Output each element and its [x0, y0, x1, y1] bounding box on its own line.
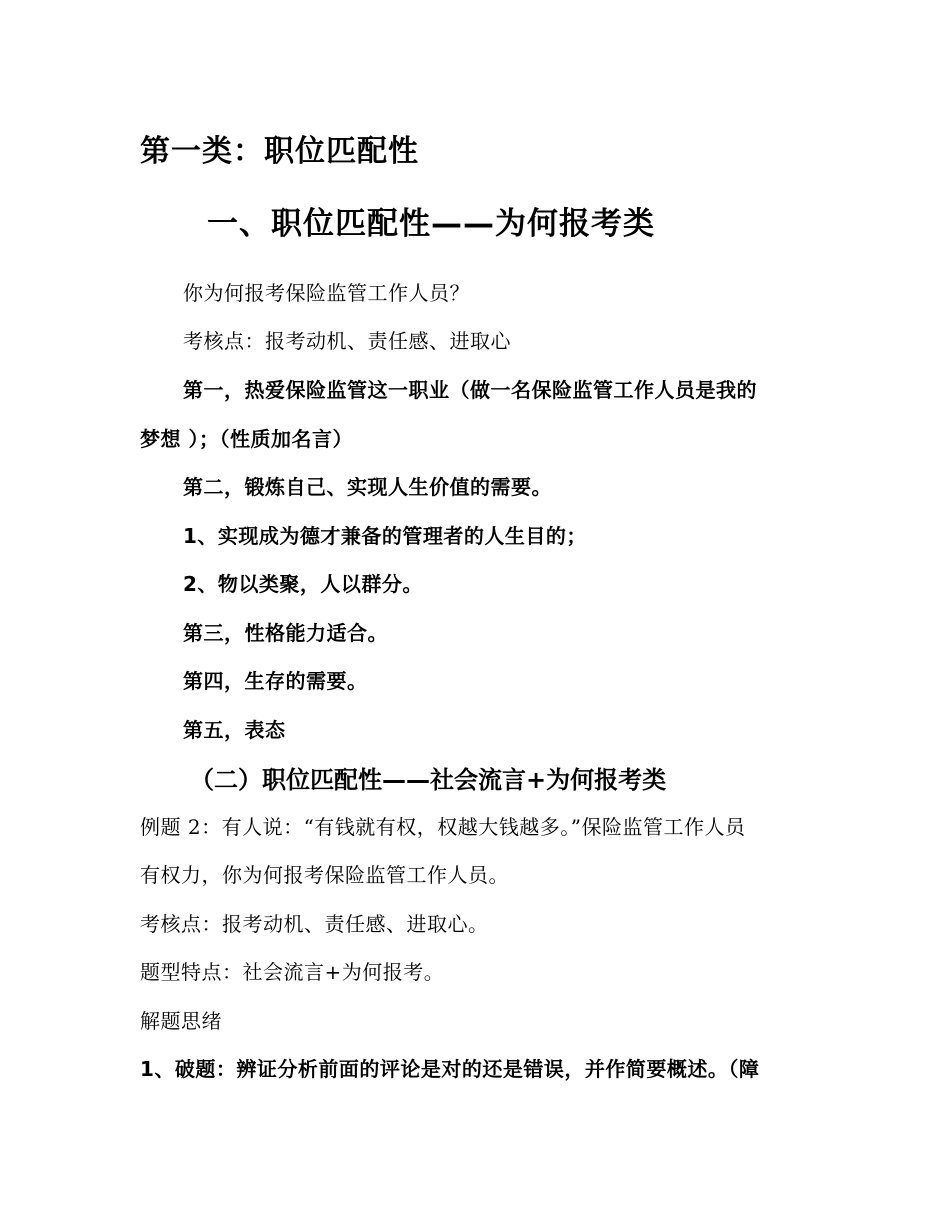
question-text: 你为何报考保险监管工作人员？ [183, 281, 470, 305]
example-2-step-1: 1、破题：辨证分析前面的评论是对的还是错误，并作简要概述。（障 [140, 1057, 760, 1081]
answer-point-3: 第三，性格能力适合。 [183, 621, 388, 645]
answer-point-1-line-1: 第一，热爱保险监管这一职业（做一名保险监管工作人员是我的 [183, 378, 757, 402]
example-2-question-type: 题型特点：社会流言+为何报考。 [140, 960, 445, 984]
section-heading: 一、职位匹配性——为何报考类 [207, 206, 655, 242]
answer-point-5: 第五，表态 [183, 718, 286, 742]
example-2-assessment-points: 考核点：报考动机、责任感、进取心。 [140, 912, 489, 936]
main-heading: 第一类：职位匹配性 [140, 134, 419, 169]
example-2-approach-label: 解题思绪 [140, 1009, 222, 1033]
answer-point-2: 第二，锻炼自己、实现人生价值的需要。 [183, 475, 552, 499]
example-2-question-line-1: 例题 2：有人说：“有钱就有权，权越大钱越多。”保险监管工作人员 [140, 815, 746, 839]
answer-point-4: 第四，生存的需要。 [183, 669, 368, 693]
answer-point-1-line-2: 梦想 ）；（性质加名言） [140, 427, 353, 451]
answer-point-2-sub-2: 2、物以类聚，人以群分。 [183, 572, 423, 596]
assessment-points: 考核点：报考动机、责任感、进取心 [183, 329, 511, 353]
example-2-question-line-2: 有权力，你为何报考保险监管工作人员。 [140, 863, 509, 887]
answer-point-2-sub-1: 1、实现成为德才兼备的管理者的人生目的； [183, 524, 587, 548]
subsection-heading: （二）职位匹配性——社会流言+为何报考类 [190, 766, 667, 794]
